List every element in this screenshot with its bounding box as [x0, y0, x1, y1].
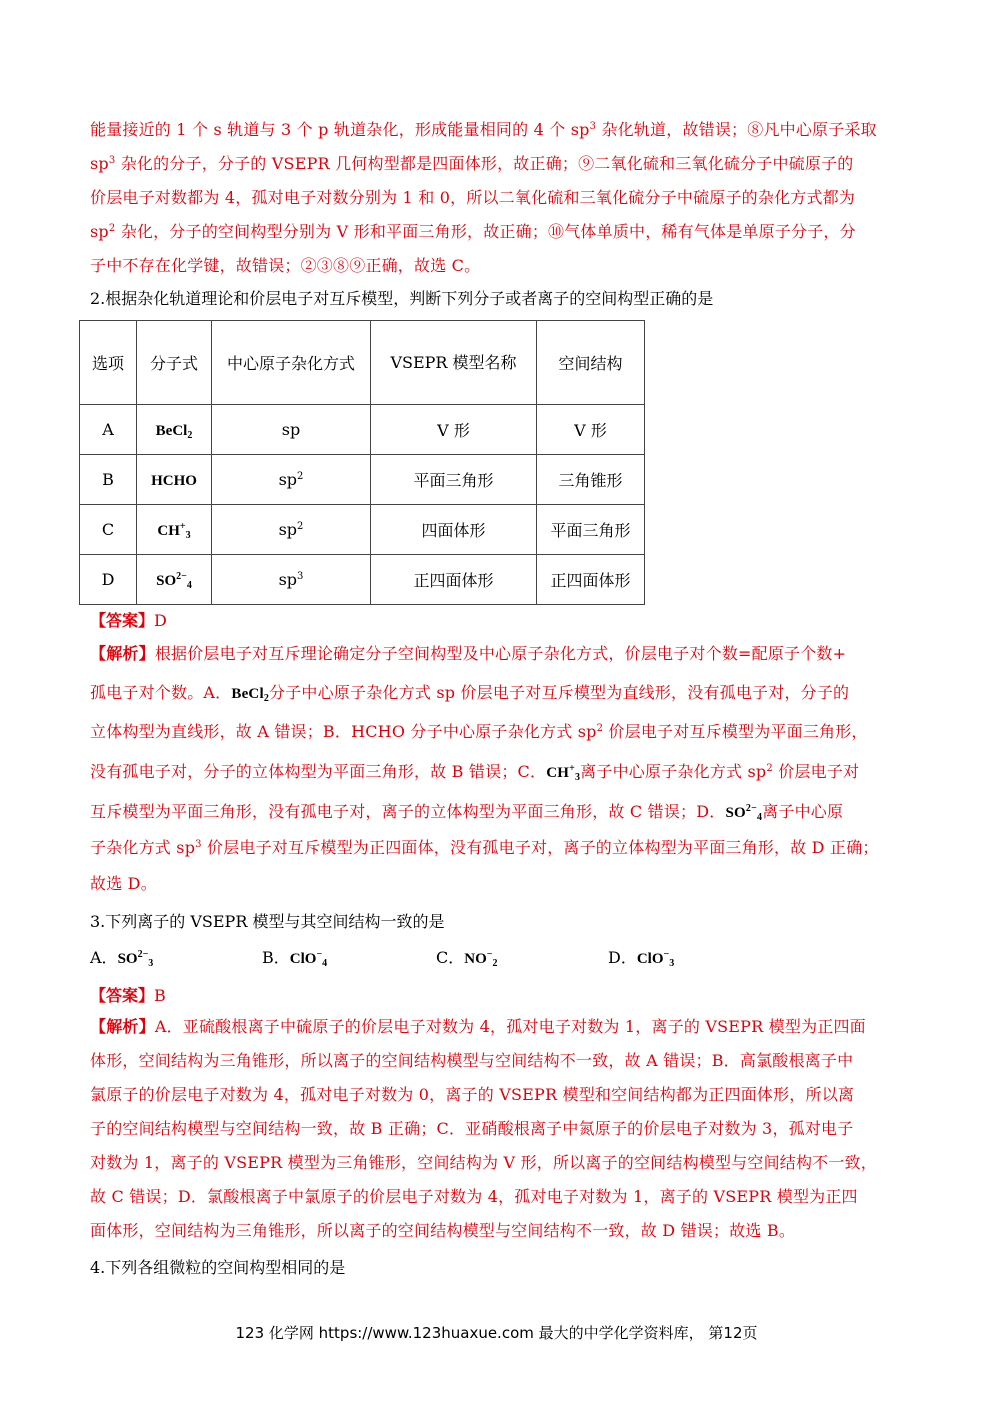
text-line: $sp^2$ 杂化，分子的空间构型分别为 V 形和平面三角形，故正确；⑩气体单质中，稀有气体是单原子分子，分 [90, 222, 856, 241]
analysis-3: 【解析】A．亚硫酸根离子中硫原子的价层电子对数为 4，孤对电子对数为 1，离子的 VSEPR 模型为正四面 体形，空间结构为三角锥形，所以离子的空间结构模型与空间结构不一致，故 A 错误；B．高氯酸根离子中 氯原子的价层电子对数为 4，孤对电子对数为 0，离子的 VSEPR 模型和空间结构都为正四面体形，所以离 子的空间结构模型与空间结构一致，故 B 正确；C．亚硝酸根离子中氮原子的价层电子对数为 3，孤对电子 对数为 1，离子的 VSEPR 模型为三角锥形，空间结构为 V 形，所以离子的空间结构模型与空间结构不一致， 故 C 错误；D．氯酸根离子中氯原子的价层电子对数为 4，孤对电子对数为 1，离子的 VSEPR 模型为正四 面体形，空间结构为三角锥形，所以离子的空间结构模型与空间结构不一致，故 D 错误；故选 B。 [90, 1017, 877, 1240]
table-row: D $SO^{2-}_4$ $sp^3$ 正四面体形 正四面体形 [80, 555, 645, 605]
table-row: C $CH^+_3$ $sp^2$ 四面体形 平面三角形 [80, 505, 645, 555]
prev-analysis-continuation [90, 113, 910, 283]
formula: $CH^+_3$ [546, 763, 581, 783]
text-line: $sp^3$ 杂化的分子，分子的 VSEPR 几何构型都是四面体形，故正确；⑨二氧化硫和三氧化硫分子中硫原子的 [90, 154, 854, 173]
text-line: 价层电子对数都为 4，孤对电子对数分别为 1 和 0，所以二氧化硫和三氧化硫分子中硫原子的杂化方式都为 [90, 188, 856, 207]
table-header: 分子式 [137, 321, 212, 405]
option-d[interactable]: D．ClO−$_3$ [608, 948, 675, 969]
option-a[interactable]: A．$SO^{2-}_3$ [90, 948, 154, 969]
page-footer: 123 化学网 https://www.123huaxue.com 最大的中学化学资料库， 第12页 [235, 1324, 758, 1342]
table-header: 中心原子杂化方式 [212, 321, 371, 405]
formula: HCHO [151, 472, 197, 489]
table-header: 选项 [80, 321, 137, 405]
question-3-stem: 3.下列离子的 VSEPR 模型与其空间结构一致的是 [90, 912, 445, 931]
text-line: 能量接近的 1 个 s 轨道与 3 个 p 轨道杂化，形成能量相同的 4 个 $sp^3$ 杂化轨道，故错误；⑧凡中心原子采取 [90, 120, 877, 139]
formula: $SO^{2-}_4$ [725, 803, 763, 823]
formula: BeCl$_2$ [155, 422, 193, 441]
table-row: A BeCl$_2$ sp V 形 V 形 [80, 405, 645, 455]
option-b[interactable]: B．ClO−$_4$ [262, 948, 328, 969]
question-2-stem: 2.根据杂化轨道理论和价层电子对互斥模型，判断下列分子或者离子的空间构型正确的是 [90, 289, 714, 308]
table-header: 空间结构 [537, 321, 645, 405]
analysis-2: 【解析】根据价层电子对互斥理论确定分子空间构型及中心原子杂化方式，价层电子对个数=配原子个数+ 孤电子对个数。A．BeCl$_2$分子中心原子杂化方式 sp 价层电子对互斥模型为直线形，没有孤电子对，分子的 立体构型为直线形，故 A 错误；B．HCHO 分子中心原子杂化方式 $sp^2$ 价层电子对互斥模型为平面三角形， 没有孤电子对，分子的立体构型为平面三角形，故 B 错误；C．$CH^+_3$离子中心原子杂化方式 $sp^2$ 价层电子对 互斥模型为平面三角形，没有孤电子对，离子的立体构型为平面三角形，故 C 错误；D．$SO^{2-}_4$离子中心原 子杂化方式 $sp^3$ 价层电子对互斥模型为正四面体，没有孤电子对，离子的立体构型为平面三角形，故 D 正确； 故选 D。 [90, 644, 879, 893]
answer-3: 【答案】B [90, 986, 166, 1005]
table-header: VSEPR 模型名称 [371, 321, 537, 405]
table-row: B HCHO $sp^2$ 平面三角形 三角锥形 [80, 455, 645, 505]
formula: BeCl$_2$ [231, 686, 270, 704]
answer-2: 【答案】D [90, 611, 167, 630]
option-c[interactable]: C．$NO^-_2$ [436, 948, 498, 969]
options-table [79, 320, 645, 605]
text-line: 子中不存在化学键，故错误；②③⑧⑨正确，故选 C。 [90, 256, 481, 275]
formula: $CH^+_3$ [157, 520, 191, 541]
formula: $SO^{2-}_4$ [156, 570, 192, 591]
table-header-row [80, 321, 645, 405]
question-4-stem: 4.下列各组微粒的空间构型相同的是 [90, 1258, 346, 1277]
